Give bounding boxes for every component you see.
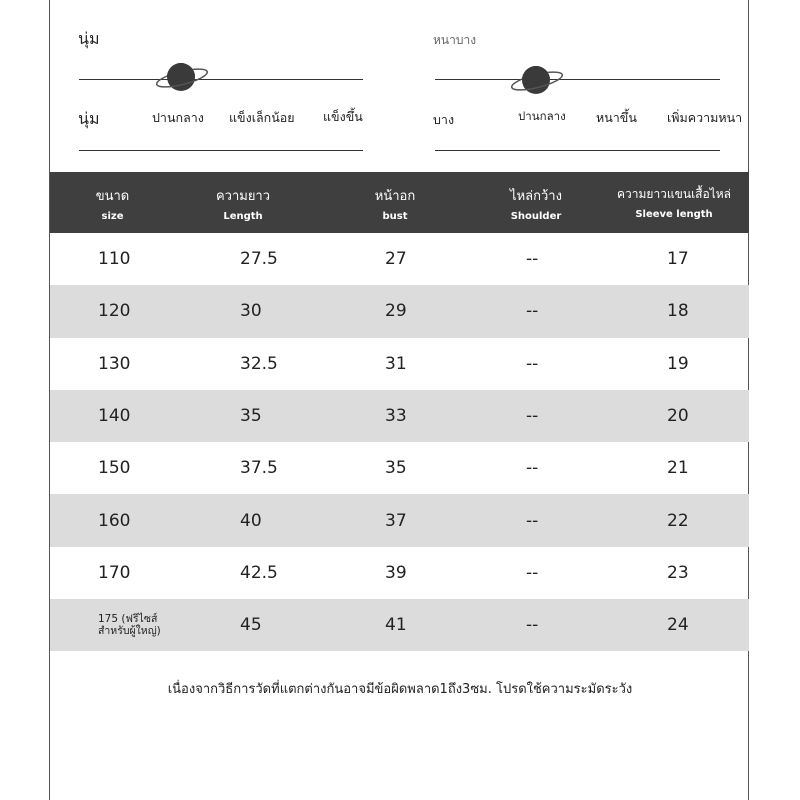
table-cell: 35 <box>385 458 407 479</box>
table-cell: 22 <box>667 510 689 531</box>
table-row <box>50 547 749 599</box>
table-cell: 45 <box>240 615 262 636</box>
table-cell: 33 <box>385 406 407 427</box>
table-row <box>50 233 749 285</box>
table-cell: 35 <box>240 406 262 427</box>
table-body <box>50 233 749 651</box>
table-row <box>50 390 749 442</box>
table-cell: -- <box>526 562 539 583</box>
table-cell: 27 <box>385 249 407 270</box>
softness-label-0: นุ่ม <box>78 109 100 128</box>
table-cell: 17 <box>667 249 689 270</box>
table-cell: 23 <box>667 562 689 583</box>
thickness-title: หนาบาง <box>433 33 477 47</box>
table-cell: 21 <box>667 458 689 479</box>
table-cell: 140 <box>98 406 131 427</box>
thickness-label-1: ปานกลาง <box>518 109 566 123</box>
table-cell: 19 <box>667 353 689 374</box>
table-row <box>50 442 749 494</box>
table-cell: -- <box>526 510 539 531</box>
softness-title: นุ่ม <box>78 29 100 48</box>
table-cell: 37.5 <box>240 458 278 479</box>
table-cell: 32.5 <box>240 353 278 374</box>
thickness-label-2: หนาขึ้น <box>596 110 637 125</box>
table-cell: 110 <box>98 249 131 270</box>
thickness-label-3: เพิ่มความหนา <box>667 110 743 125</box>
table-row <box>50 599 749 651</box>
header-length: ความยาว Length <box>215 189 271 222</box>
table-cell: 30 <box>240 301 262 322</box>
table-header <box>50 172 749 233</box>
softness-divider <box>79 150 363 151</box>
table-cell: 31 <box>385 353 407 374</box>
header-shoulder: ไหล่กว้าง Shoulder <box>510 189 562 222</box>
table-cell: 18 <box>667 301 689 322</box>
table-cell: 29 <box>385 301 407 322</box>
table-cell: 130 <box>98 353 131 374</box>
header-bust: หน้าอก bust <box>374 189 416 222</box>
thickness-label-0: บาง <box>433 112 455 127</box>
table-cell: -- <box>526 301 539 322</box>
softness-label-1: ปานกลาง <box>152 110 204 125</box>
table-cell: 41 <box>385 615 407 636</box>
table-cell: -- <box>526 406 539 427</box>
thickness-slider-track <box>435 79 720 80</box>
table-cell: 39 <box>385 562 407 583</box>
thickness-divider <box>435 150 720 151</box>
header-size: ขนาด size <box>95 189 130 222</box>
size-chart-table <box>50 172 749 651</box>
table-cell: -- <box>526 615 539 636</box>
softness-slider-track <box>79 79 363 80</box>
measurement-note: เนื่องจากวิธีการวัดที่แตกต่างกันอาจมีข้อผิดพลาด1ถึง3ซม. โปรดใช้ความระมัดระวัง <box>167 682 633 697</box>
table-cell: -- <box>526 353 539 374</box>
table-row <box>50 285 749 337</box>
table-cell: 40 <box>240 510 262 531</box>
table-cell: 27.5 <box>240 249 278 270</box>
table-cell: 37 <box>385 510 407 531</box>
table-cell: -- <box>526 249 539 270</box>
softness-planet-icon <box>154 58 210 98</box>
header-sleeve-length: ความยาวแขนเสื้อไหล่ Sleeve length <box>617 187 731 220</box>
table-cell: 170 <box>98 562 131 583</box>
table-cell: 42.5 <box>240 562 278 583</box>
softness-label-3: แข็งขึ้น <box>323 109 363 124</box>
table-cell: 160 <box>98 510 131 531</box>
table-cell: 24 <box>667 615 689 636</box>
table-row <box>50 494 749 546</box>
table-cell: -- <box>526 458 539 479</box>
table-cell: 20 <box>667 406 689 427</box>
table-cell: 175 (ฟรีไซส์สำหรับผู้ใหญ่) <box>98 613 161 638</box>
table-cell: 120 <box>98 301 131 322</box>
softness-label-2: แข็งเล็กน้อย <box>229 110 295 125</box>
table-row <box>50 338 749 390</box>
thickness-planet-icon <box>509 61 565 101</box>
table-cell: 150 <box>98 458 131 479</box>
